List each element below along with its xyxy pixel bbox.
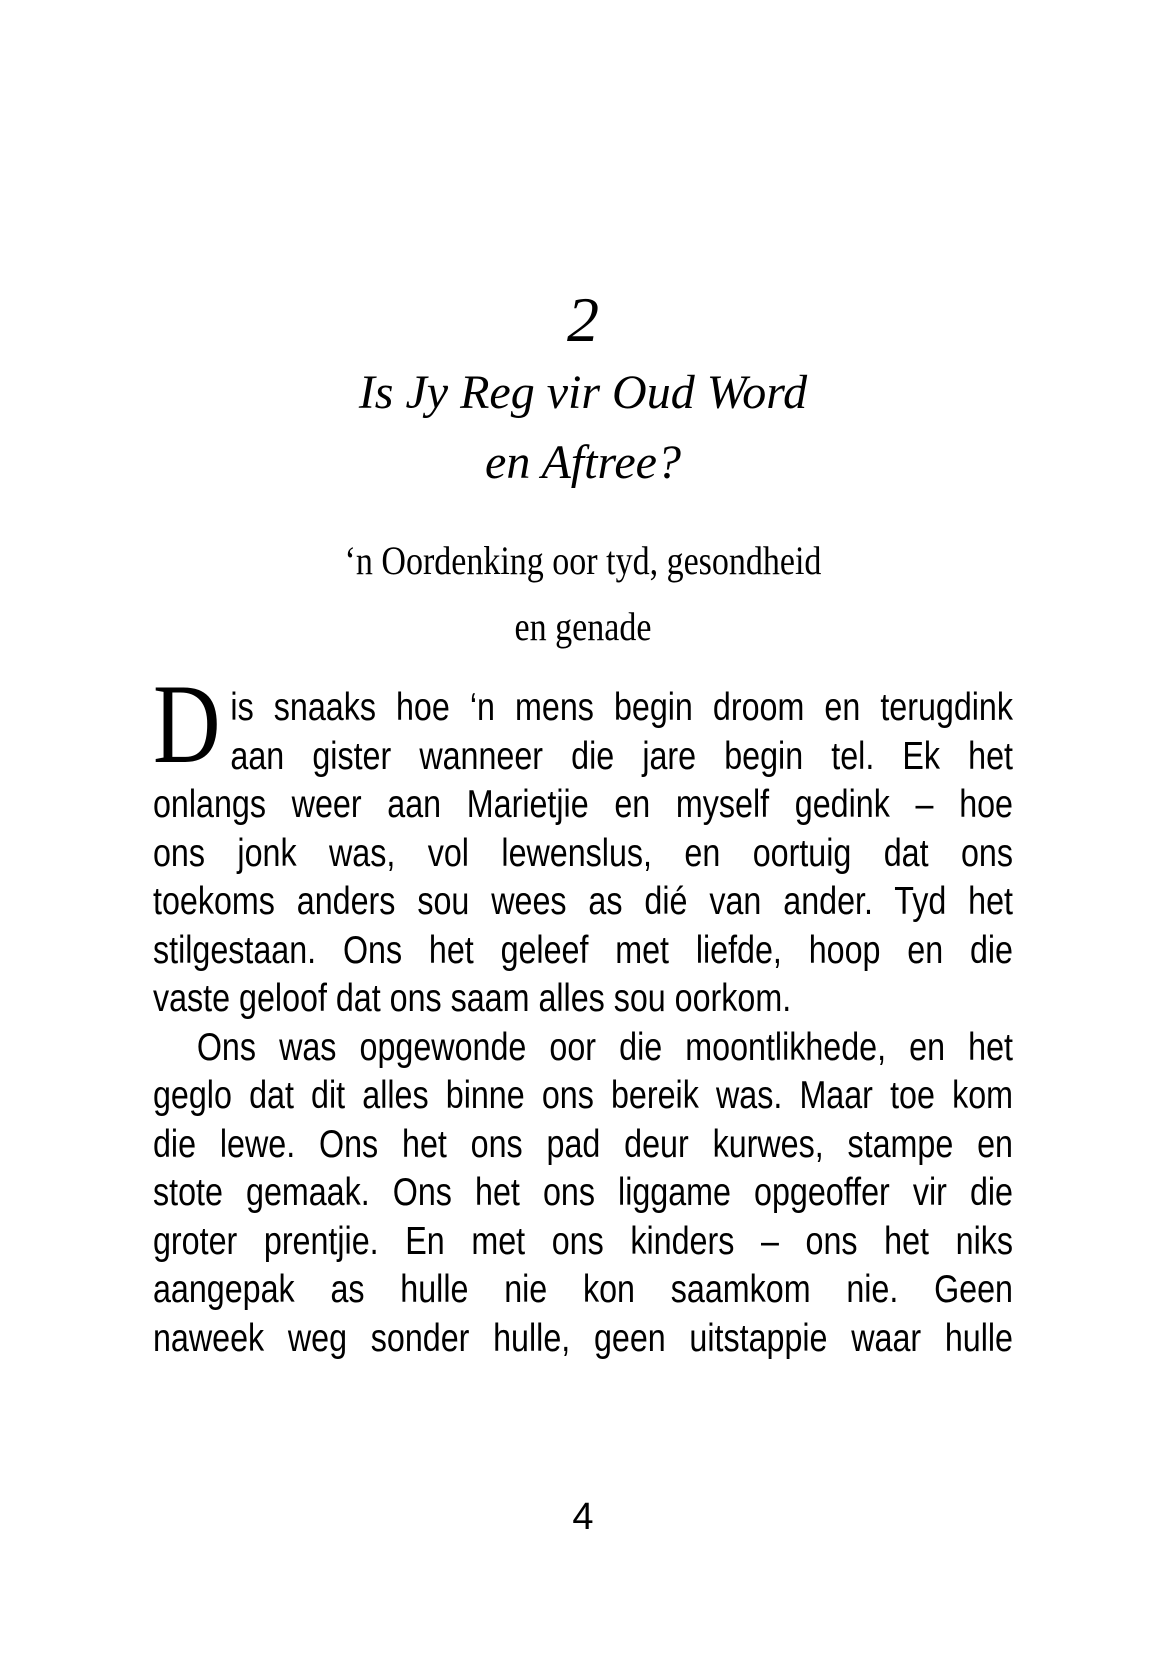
paragraph bbox=[153, 1024, 1013, 1364]
text-line: stote gemaak. Ons het ons liggame opgeoffer vir die bbox=[153, 1171, 1013, 1214]
text-line: onlangs weer aan Marietjie en myself gedink – hoe bbox=[153, 783, 1013, 826]
chapter-number: 2 bbox=[567, 284, 599, 355]
body-text bbox=[153, 662, 1013, 1363]
paragraph bbox=[153, 662, 1013, 1024]
text-line: ons jonk was, vol lewenslus, en oortuig dat ons bbox=[153, 831, 1013, 875]
text-line: groter prentjie. En met ons kinders – ons het niks bbox=[153, 1219, 1013, 1263]
page-number: 4 bbox=[572, 1496, 594, 1538]
text-line: toekoms anders sou wees as dié van ander. Tyd het bbox=[153, 880, 1013, 923]
text-line: die lewe. Ons het ons pad deur kurwes, stampe en bbox=[153, 1122, 1013, 1166]
drop-cap: D bbox=[153, 662, 221, 787]
text-line: geglo dat dit alles binne ons bereik was. Maar toe kom bbox=[153, 1074, 1013, 1117]
text-line: Ons was opgewonde oor die moontlikhede, en het bbox=[196, 1025, 1013, 1069]
chapter-subtitle bbox=[87, 528, 1078, 660]
text-line: naweek weg sonder hulle, geen uitstappie waar hulle bbox=[153, 1316, 1013, 1360]
text-line: en Aftree? bbox=[485, 436, 681, 489]
text-line: is snaaks hoe ‘n mens begin droom en terugdink bbox=[230, 686, 1013, 729]
text-line: aan gister wanneer die jare begin tel. Ek het bbox=[230, 734, 1013, 778]
text-line: Is Jy Reg vir Oud Word bbox=[358, 366, 808, 419]
text-line: stilgestaan. Ons het geleef met liefde, hoop en die bbox=[153, 928, 1013, 972]
text-line: en genade bbox=[514, 604, 652, 649]
text-line: vaste geloof dat ons saam alles sou oorkom. bbox=[153, 977, 792, 1020]
chapter-title bbox=[0, 358, 1166, 498]
text-line: ‘n Oordenking oor tyd, gesondheid bbox=[344, 538, 822, 583]
text-line: aangepak as hulle nie kon saamkom nie. Geen bbox=[153, 1268, 1013, 1311]
